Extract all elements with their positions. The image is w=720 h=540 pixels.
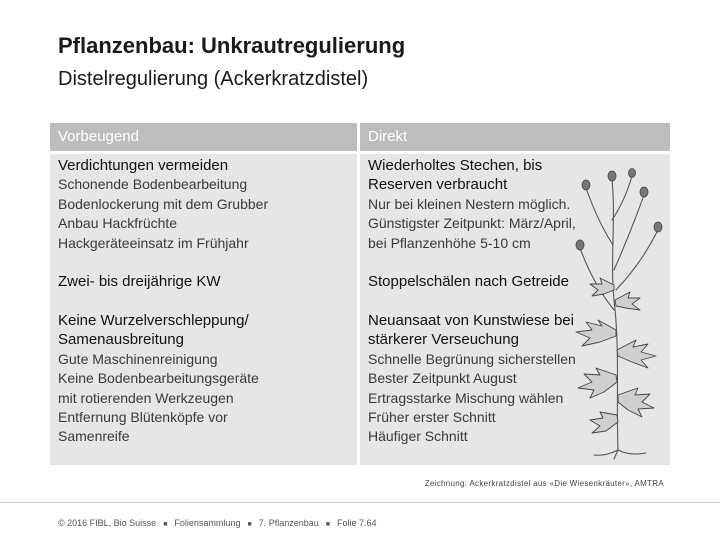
table-cell-left xyxy=(50,156,357,253)
bullet-separator-icon: ■ xyxy=(325,521,330,528)
footer-divider xyxy=(0,502,720,503)
cell-line: Schnelle Begrünung sicherstellen xyxy=(368,350,576,367)
cell-line: Keine Bodenbearbeitungsgeräte xyxy=(58,370,259,387)
illustration-credit: Zeichnung: Ackerkratzdistel aus «Die Wiesenkräuter», AMTRA xyxy=(424,479,664,488)
cell-line: bei Pflanzenhöhe 5-10 cm xyxy=(368,234,531,251)
footer xyxy=(58,518,377,528)
cell-line: Ertragsstarke Mischung wählen xyxy=(368,389,564,406)
cell-line: Gute Maschinenreinigung xyxy=(58,350,218,367)
cell-heading: Verdichtungen vermeiden xyxy=(58,157,229,174)
table-header xyxy=(50,123,670,151)
cell-line: Schonende Bodenbearbeitung xyxy=(58,176,248,193)
bullet-separator-icon: ■ xyxy=(163,521,168,528)
cell-line: Samenreife xyxy=(58,428,130,445)
thistle-plant-drawing-icon xyxy=(540,150,670,460)
footer-slide-number: Folie 7.64 xyxy=(336,518,377,528)
cell-line: Häufiger Schnitt xyxy=(368,428,468,445)
footer-chapter: 7. Pflanzenbau xyxy=(258,518,319,528)
cell-heading: Neuansaat von Kunstwiese bei stärkerer Verseuchung xyxy=(368,312,574,349)
cell-line: Bodenlockerung mit dem Grubber xyxy=(58,195,269,212)
cell-line: Bester Zeitpunkt August xyxy=(368,370,517,387)
header-direkt: Direkt xyxy=(360,123,670,151)
cell-line: Günstigster Zeitpunkt: März/April, xyxy=(368,215,576,232)
cell-line: mit rotierenden Werkzeugen xyxy=(58,389,234,406)
cell-line: Entfernung Blütenköpfe vor xyxy=(58,409,228,426)
cell-line: Früher erster Schnitt xyxy=(368,409,496,426)
table-cell-left xyxy=(50,311,290,447)
footer-collection: Foliensammlung xyxy=(174,518,241,528)
slide-title: Pflanzenbau: Unkrautregulierung xyxy=(58,33,406,58)
cell-line: Hackgeräteeinsatz im Frühjahr xyxy=(58,234,249,251)
bullet-separator-icon: ■ xyxy=(247,521,252,528)
footer-copyright: © 2016 FIBL, Bio Suisse xyxy=(58,518,157,528)
cell-heading: Keine Wurzelverschleppung/ Samenausbreitung xyxy=(58,312,249,349)
cell-line: Anbau Hackfrüchte xyxy=(58,215,178,232)
cell-line: Nur bei kleinen Nestern möglich. xyxy=(368,195,571,212)
table-cell-left xyxy=(50,272,357,291)
slide-subtitle: Distelregulierung (Ackerkratzdistel) xyxy=(58,68,369,90)
cell-heading: Zwei- bis dreijährige KW xyxy=(58,273,221,290)
cell-heading: Stoppelschälen nach Getreide xyxy=(368,273,569,290)
header-vorbeugend: Vorbeugend xyxy=(50,123,357,151)
cell-heading: Wiederholtes Stechen, bis Reserven verbraucht xyxy=(368,157,543,194)
